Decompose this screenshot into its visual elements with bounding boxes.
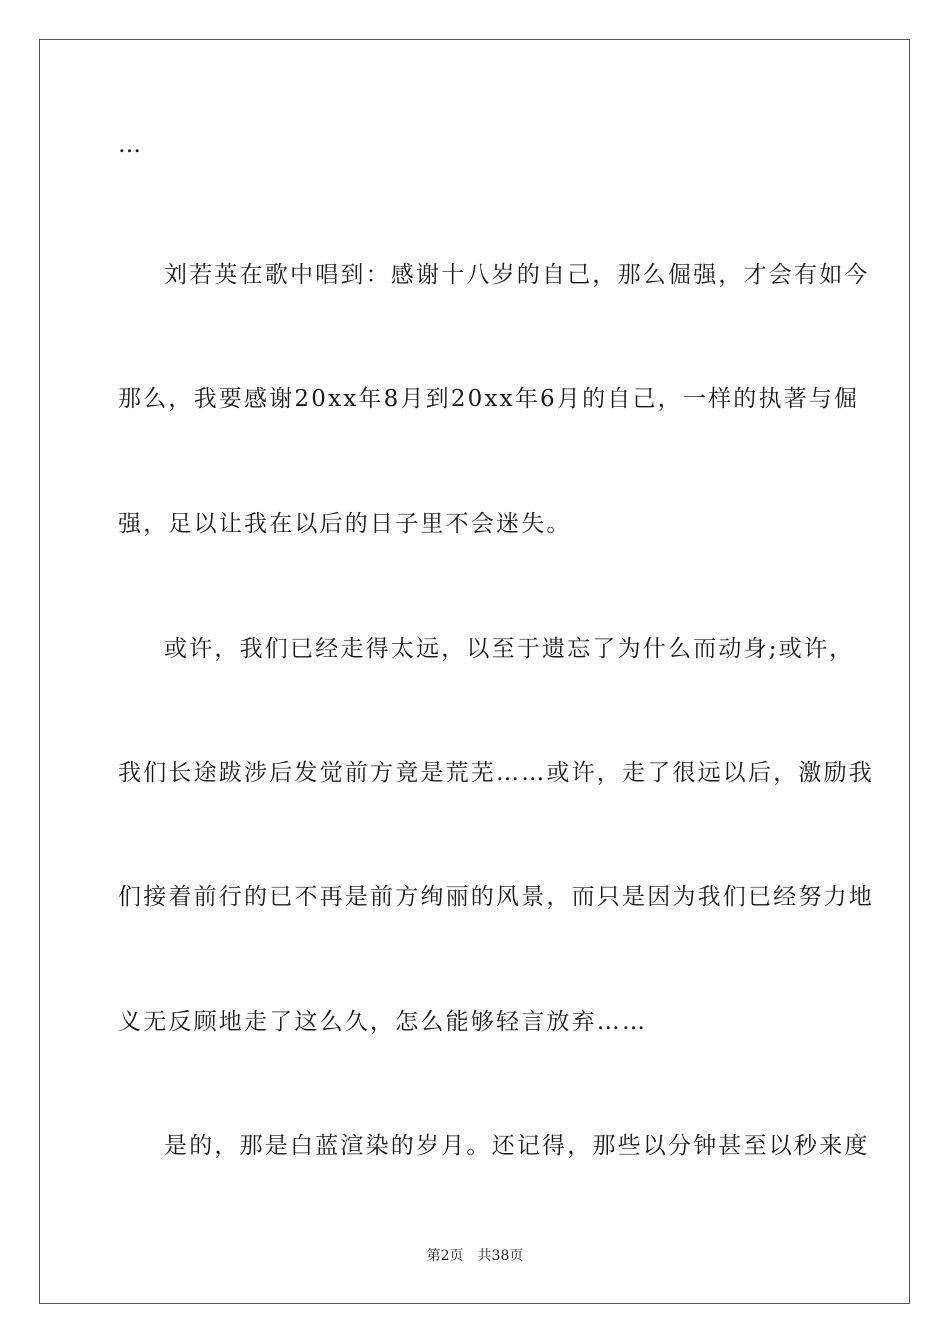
page-number: 第2页 bbox=[426, 1248, 464, 1264]
paragraph-2-line-2: 我们长途跋涉后发觉前方竟是荒芜……或许，走了很远以后，激励我 bbox=[118, 760, 874, 786]
paragraph-3-line-1: 是的，那是白蓝渲染的岁月。还记得，那些以分钟甚至以秒来度 bbox=[164, 1133, 870, 1159]
page-border bbox=[39, 39, 910, 1304]
paragraph-1-line-3: 强，足以让我在以后的日子里不会迷失。 bbox=[118, 511, 572, 537]
paragraph-1-line-2: 那么，我要感谢20xx年8月到20xx年6月的自己，一样的执著与倔 bbox=[118, 386, 860, 412]
text-line-ellipsis: … bbox=[118, 132, 144, 158]
paragraph-2-line-4: 义无反顾地走了这么久，怎么能够轻言放弃…… bbox=[118, 1009, 648, 1035]
paragraph-2-line-3: 们接着前行的已不再是前方绚丽的风景，而只是因为我们已经努力地 bbox=[118, 884, 874, 910]
page-footer bbox=[0, 1246, 950, 1266]
paragraph-2-line-1: 或许，我们已经走得太远，以至于遗忘了为什么而动身;或许， bbox=[164, 636, 855, 662]
paragraph-1-line-1: 刘若英在歌中唱到：感谢十八岁的自己，那么倔强，才会有如今 bbox=[164, 262, 870, 288]
page-total: 共38页 bbox=[477, 1248, 524, 1264]
